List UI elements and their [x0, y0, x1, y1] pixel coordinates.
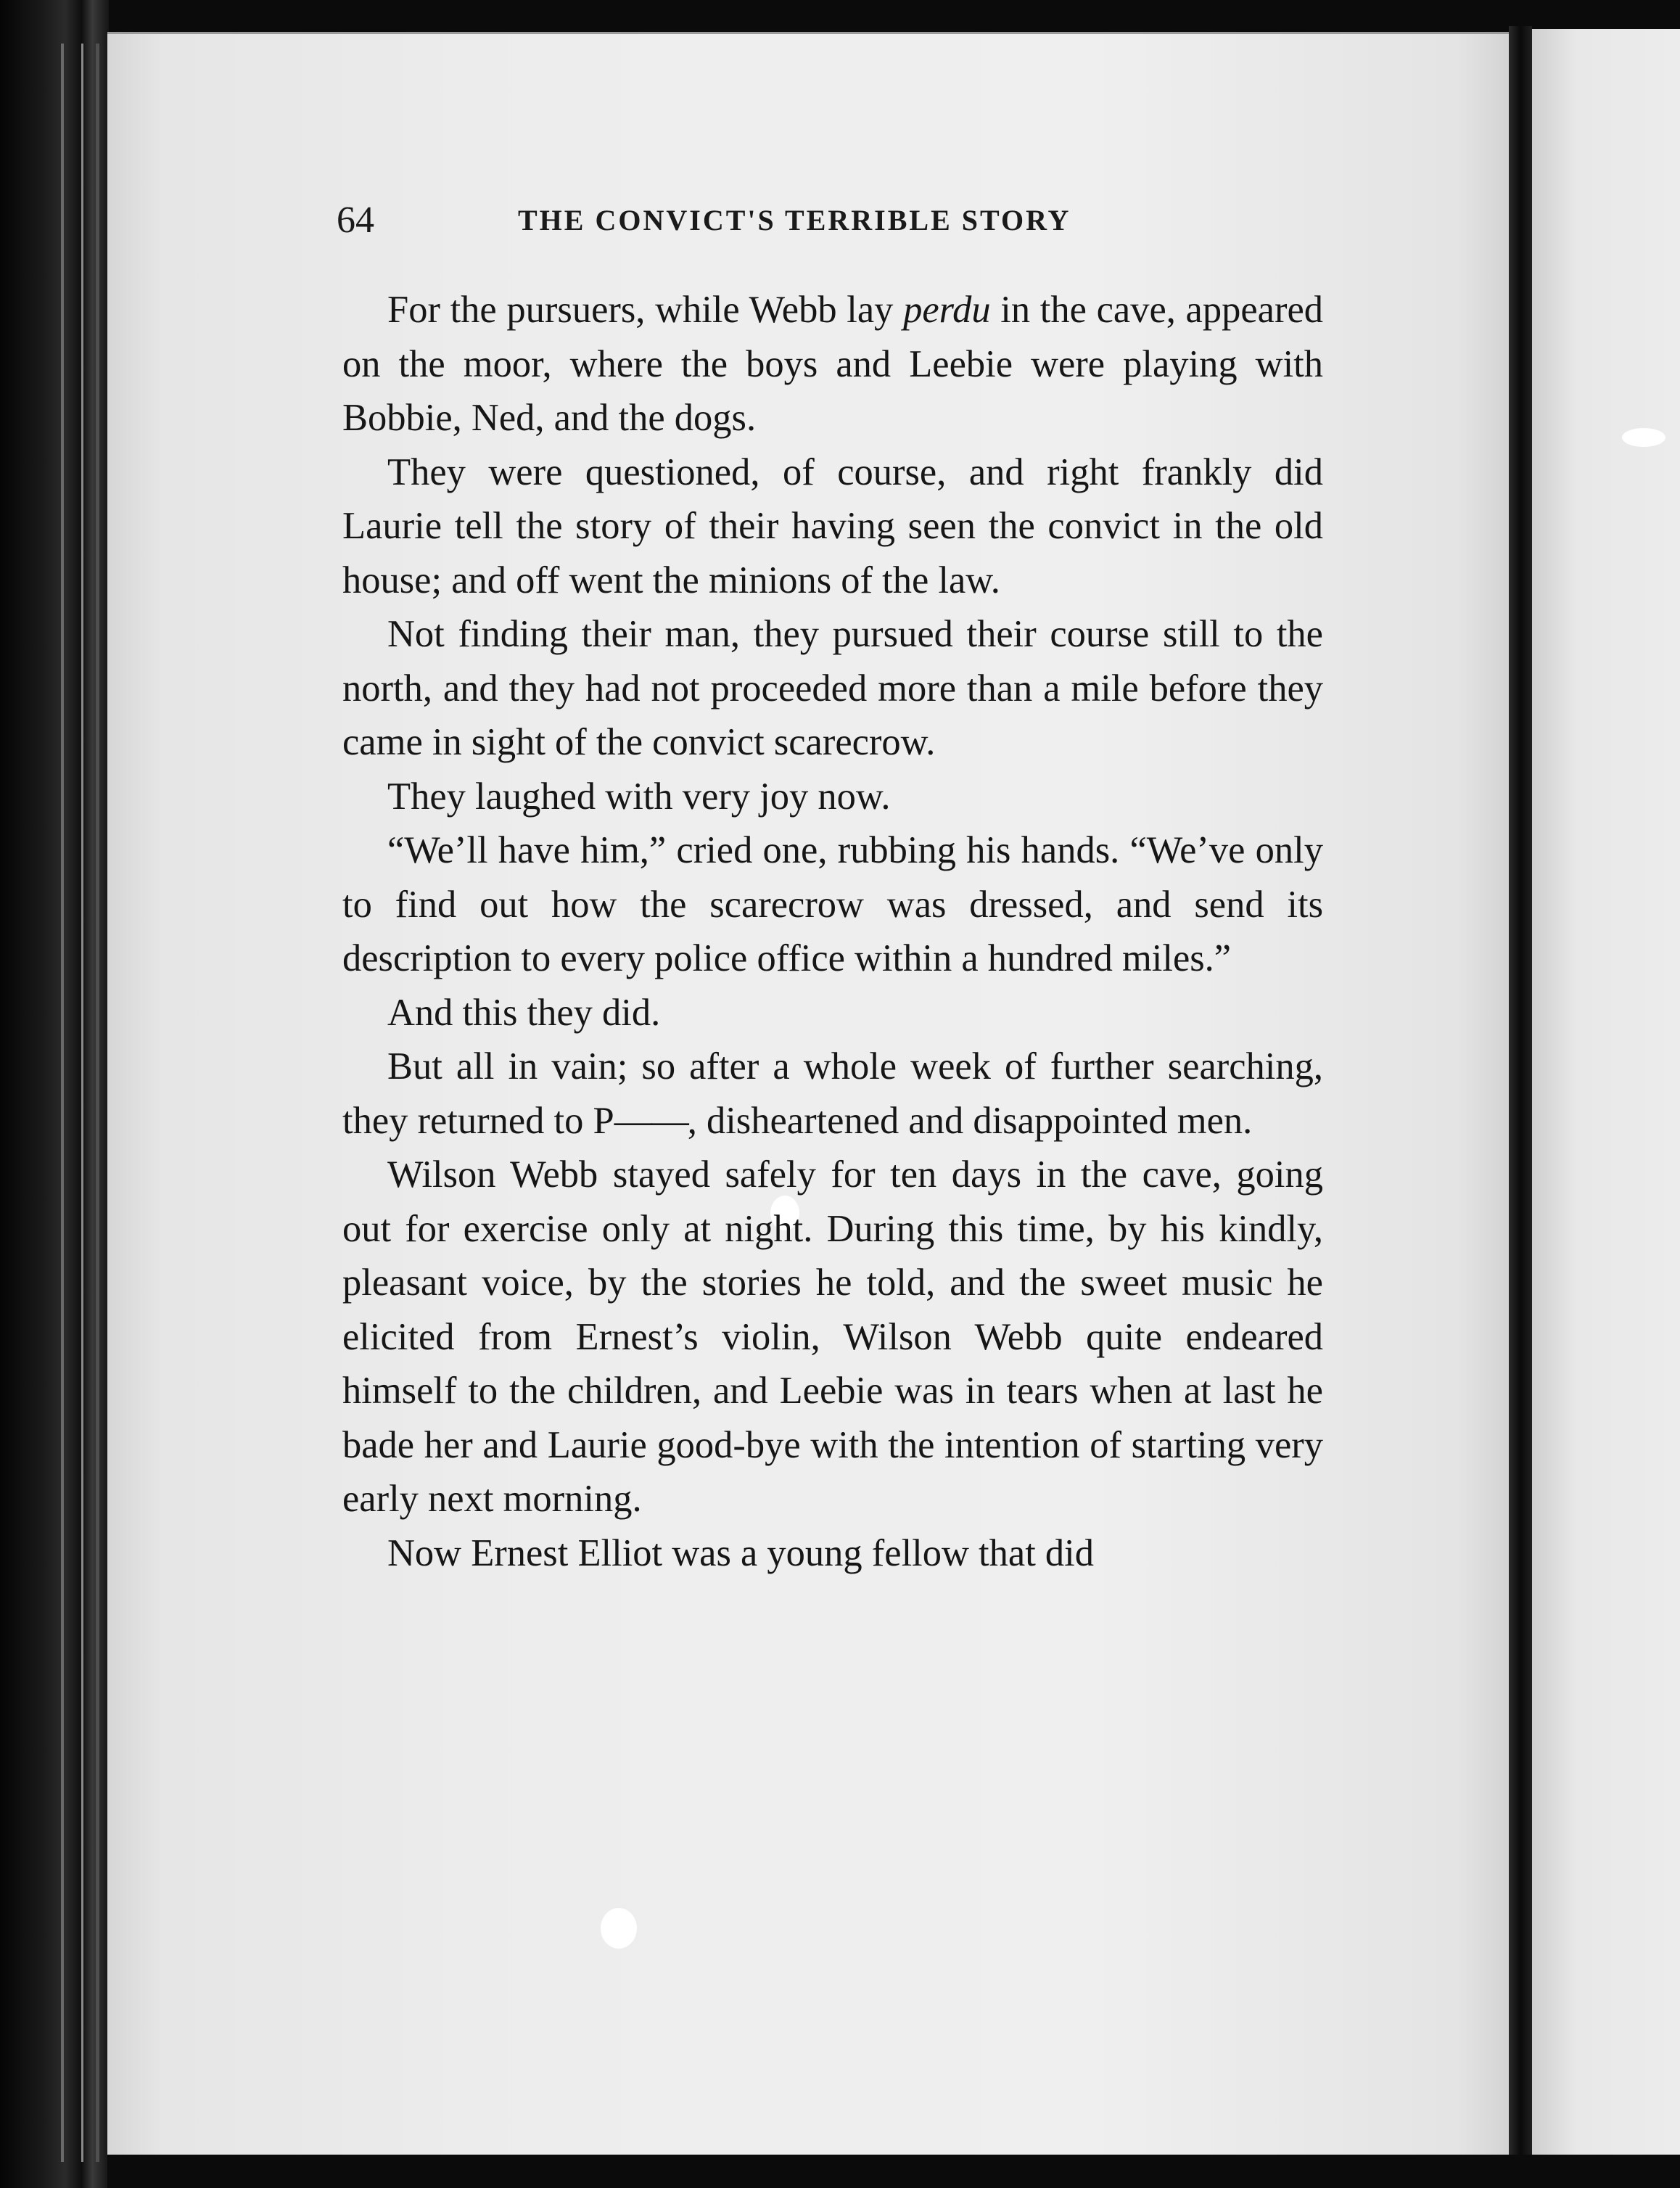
page-number: 64 [337, 200, 374, 241]
paragraph: They laughed with very joy now. [387, 775, 891, 818]
scan-speck [1622, 428, 1665, 447]
body-text [342, 283, 1323, 1580]
italic-word: perdu [903, 289, 991, 331]
paragraph: Now Ernest Elliot was a young fellow that did [387, 1531, 1094, 1574]
paragraph: They were questioned, of course, and right frankly did Laurie tell the story of their having seen the convict in the old house; and off went the minions of the law. [342, 451, 1323, 601]
running-head [337, 197, 1316, 255]
paragraph: Wilson Webb stayed safely for ten days in the cave, going out for exercise only at night. During this time, by his kindly, pleasant voice, by the stories he told, and the sweet music he elicited from Ernest’s violin, Wilson Webb quite endeared himself to the children, and Leebie was in tears when at last he bade her and Laurie good-bye with the intention of starting very early next morning. [342, 1153, 1323, 1520]
chapter-title: THE CONVICT'S TERRIBLE STORY [518, 204, 1071, 237]
paragraph: For the pursuers, while Webb lay perdu in the cave, appeared on the moor, where the boys and Leebie were playing with Bobbie, Ned, and the dogs. [342, 289, 1323, 439]
facing-page [1532, 29, 1680, 2162]
bottom-edge [107, 2155, 1680, 2188]
binding-edge-line [81, 44, 83, 2162]
page-fold [1509, 26, 1532, 2162]
paragraph: Not finding their man, they pursued their course still to the north, and they had not proceeded more than a mile before they came in sight of the convict scarecrow. [342, 613, 1323, 763]
paragraph: “We’ll have him,” cried one, rubbing his hands. “We’ve only to find out how the scarecrow was dressed, and send its description to every police office within a hundred miles.” [342, 829, 1323, 979]
book-binding [0, 0, 109, 2188]
paragraph: But all in vain; so after a whole week of further searching, they returned to P——, disheartened and disappointed men. [342, 1045, 1323, 1142]
scan-speck [601, 1908, 637, 1949]
paragraph: And this they did. [387, 991, 661, 1034]
binding-edge-line [61, 44, 64, 2162]
binding-edge-line [96, 44, 99, 2162]
elided-name-dash: —— [614, 1099, 688, 1142]
